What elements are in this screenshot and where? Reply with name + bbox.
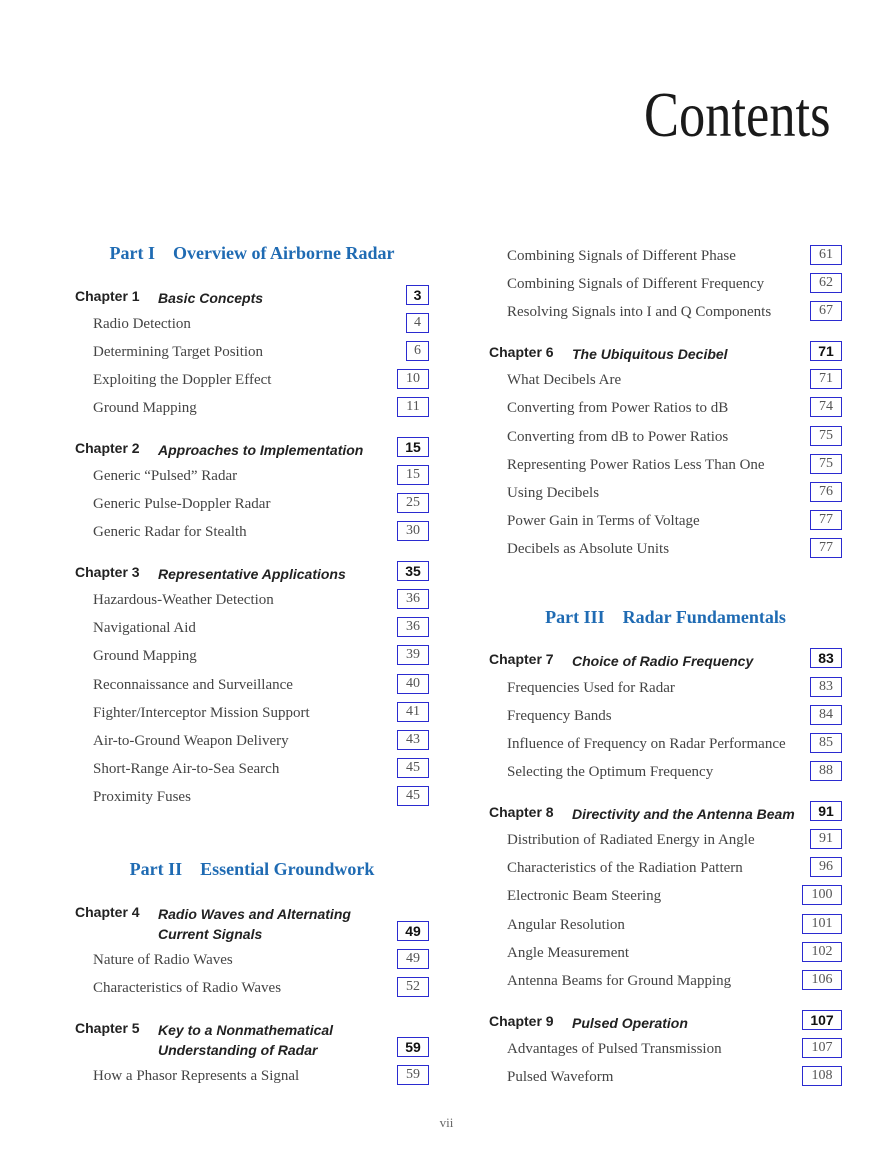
page-number-link[interactable]: 76	[810, 482, 842, 502]
chapter-title	[158, 1020, 388, 1060]
page-number-link[interactable]: 71	[810, 341, 842, 361]
section-title: Antenna Beams for Ground Mapping	[507, 973, 732, 989]
chapter-title: Directivity and the Antenna Beam	[572, 806, 795, 822]
chapter-title: The Ubiquitous Decibel	[572, 346, 728, 362]
page-number-link[interactable]: 15	[397, 465, 429, 485]
page-number-link[interactable]: 62	[810, 273, 842, 293]
section-entry[interactable]	[75, 397, 429, 421]
chapter-title-line: Understanding of Radar	[158, 1042, 318, 1058]
chapter-label: Chapter 1	[75, 288, 140, 304]
page-number-link[interactable]: 3	[406, 285, 429, 305]
section-entry[interactable]	[75, 949, 429, 973]
section-title: Advantages of Pulsed Transmission	[507, 1041, 722, 1057]
page-number-link[interactable]: 45	[397, 786, 429, 806]
section-entry[interactable]	[75, 758, 429, 782]
section-title: Frequencies Used for Radar	[507, 680, 675, 696]
section-title: Short-Range Air-to-Sea Search	[93, 761, 280, 777]
page-number-link[interactable]: 102	[802, 942, 842, 962]
chapter-label: Chapter 4	[75, 904, 140, 920]
page-number-link[interactable]: 40	[397, 674, 429, 694]
page-number-link[interactable]: 4	[406, 313, 429, 333]
page-number-link[interactable]: 36	[397, 589, 429, 609]
page-number-link[interactable]: 59	[397, 1065, 429, 1085]
section-entry[interactable]	[489, 510, 842, 534]
chapter-entry[interactable]	[489, 801, 842, 825]
part-heading	[489, 607, 842, 628]
chapter-entry[interactable]	[75, 285, 429, 309]
page-number-link[interactable]: 67	[810, 301, 842, 321]
chapter-entry[interactable]	[75, 901, 429, 945]
section-title: Generic Pulse-Doppler Radar	[93, 496, 271, 512]
section-entry[interactable]	[489, 885, 842, 909]
section-entry[interactable]	[75, 977, 429, 1001]
page-number-link[interactable]: 61	[810, 245, 842, 265]
section-entry[interactable]	[75, 786, 429, 810]
chapter-entry[interactable]	[489, 648, 842, 672]
section-title: Angular Resolution	[507, 917, 625, 933]
section-entry[interactable]	[75, 589, 429, 613]
page-number-link[interactable]: 88	[810, 761, 842, 781]
section-title: Nature of Radio Waves	[93, 952, 233, 968]
section-entry[interactable]	[489, 538, 842, 562]
section-entry[interactable]	[489, 829, 842, 853]
chapter-title	[158, 904, 388, 944]
section-entry[interactable]	[489, 733, 842, 757]
section-entry[interactable]	[489, 482, 842, 506]
page-number-link[interactable]: 107	[802, 1010, 842, 1030]
page-number-link[interactable]: 59	[397, 1037, 429, 1057]
section-entry[interactable]	[75, 674, 429, 698]
section-title: Exploiting the Doppler Effect	[93, 372, 272, 388]
page-number-link[interactable]: 77	[810, 538, 842, 558]
page-number-link[interactable]: 30	[397, 521, 429, 541]
section-title: Decibels as Absolute Units	[507, 541, 670, 557]
page-number-link[interactable]: 91	[810, 829, 842, 849]
page-number-link[interactable]: 85	[810, 733, 842, 753]
page-number-link[interactable]: 83	[810, 677, 842, 697]
chapter-entry[interactable]	[489, 341, 842, 365]
section-entry[interactable]	[489, 273, 842, 297]
section-title: Converting from dB to Power Ratios	[507, 429, 729, 445]
section-title: Generic “Pulsed” Radar	[93, 468, 238, 484]
part-heading	[75, 859, 429, 880]
page-number-link[interactable]: 96	[810, 857, 842, 877]
section-entry[interactable]	[75, 702, 429, 726]
chapter-label: Chapter 9	[489, 1013, 554, 1029]
part-title: Overview of Airborne Radar	[173, 243, 395, 263]
chapter-entry[interactable]	[489, 1010, 842, 1034]
chapter-title: Pulsed Operation	[572, 1015, 688, 1031]
part-title: Radar Fundamentals	[622, 607, 786, 627]
section-entry[interactable]	[489, 761, 842, 785]
chapter-entry[interactable]	[75, 437, 429, 461]
section-entry[interactable]	[75, 645, 429, 669]
section-entry[interactable]	[489, 369, 842, 393]
page-number-link[interactable]: 36	[397, 617, 429, 637]
chapter-title-line: Key to a Nonmathematical	[158, 1022, 334, 1038]
section-title: Representing Power Ratios Less Than One	[507, 457, 765, 473]
page-number-link[interactable]: 25	[397, 493, 429, 513]
chapter-entry[interactable]	[75, 561, 429, 585]
section-title: Pulsed Waveform	[507, 1069, 614, 1085]
page-number-link[interactable]: 101	[802, 914, 842, 934]
chapter-label: Chapter 7	[489, 651, 554, 667]
section-title: Influence of Frequency on Radar Performance	[507, 736, 786, 752]
section-entry[interactable]	[75, 521, 429, 545]
section-entry[interactable]	[489, 1066, 842, 1090]
page-number-link[interactable]: 10	[397, 369, 429, 389]
page-title: Contents	[644, 79, 831, 150]
section-entry[interactable]	[489, 942, 842, 966]
section-title: Power Gain in Terms of Voltage	[507, 513, 700, 529]
section-title: Ground Mapping	[93, 400, 197, 416]
section-title: Ground Mapping	[93, 648, 197, 664]
section-entry[interactable]	[489, 914, 842, 938]
page-number-link[interactable]: 45	[397, 758, 429, 778]
section-entry[interactable]	[75, 617, 429, 641]
page-number-link[interactable]: 75	[810, 426, 842, 446]
chapter-title: Choice of Radio Frequency	[572, 653, 754, 669]
page-number-link[interactable]: 39	[397, 645, 429, 665]
page-number-link[interactable]: 71	[810, 369, 842, 389]
chapter-title-line: Current Signals	[158, 926, 263, 942]
chapter-title: Representative Applications	[158, 566, 346, 582]
part-number: Part III	[545, 607, 605, 627]
section-title: Using Decibels	[507, 485, 600, 501]
part-title: Essential Groundwork	[200, 859, 375, 879]
section-title: Converting from Power Ratios to dB	[507, 400, 729, 416]
section-title: Radio Detection	[93, 316, 191, 332]
part-number: Part II	[129, 859, 183, 879]
chapter-entry[interactable]	[75, 1017, 429, 1061]
section-title: Selecting the Optimum Frequency	[507, 764, 714, 780]
section-entry[interactable]	[75, 465, 429, 489]
page-number-link[interactable]: 15	[397, 437, 429, 457]
chapter-label: Chapter 6	[489, 344, 554, 360]
page-number-link[interactable]: 108	[802, 1066, 842, 1086]
section-entry[interactable]	[489, 301, 842, 325]
part-number: Part I	[109, 243, 155, 263]
section-entry[interactable]	[489, 857, 842, 881]
section-title: How a Phasor Represents a Signal	[93, 1068, 300, 1084]
page-number-link[interactable]: 11	[397, 397, 429, 417]
section-title: Characteristics of Radio Waves	[93, 980, 282, 996]
section-entry[interactable]	[489, 705, 842, 729]
section-title: Reconnaissance and Surveillance	[93, 677, 293, 693]
page-number-link[interactable]: 107	[802, 1038, 842, 1058]
section-entry[interactable]	[489, 970, 842, 994]
section-entry[interactable]	[489, 426, 842, 450]
chapter-title: Basic Concepts	[158, 290, 264, 306]
section-entry[interactable]	[489, 677, 842, 701]
section-title: Characteristics of the Radiation Pattern	[507, 860, 743, 876]
section-entry[interactable]	[489, 245, 842, 269]
page-number-link[interactable]: 91	[810, 801, 842, 821]
section-entry[interactable]	[75, 730, 429, 754]
chapter-label: Chapter 5	[75, 1020, 140, 1036]
section-entry[interactable]	[75, 369, 429, 393]
section-title: Angle Measurement	[507, 945, 630, 961]
page-folio: vii	[439, 1115, 454, 1130]
page-number-link[interactable]: 6	[406, 341, 429, 361]
section-title: Air-to-Ground Weapon Delivery	[93, 733, 289, 749]
page-number-link[interactable]: 106	[802, 970, 842, 990]
page-number-link[interactable]: 49	[397, 921, 429, 941]
section-title: Electronic Beam Steering	[507, 888, 662, 904]
page-number-link[interactable]: 84	[810, 705, 842, 725]
section-title: Resolving Signals into I and Q Components	[507, 304, 772, 320]
section-title: Hazardous-Weather Detection	[93, 592, 274, 608]
section-title: Generic Radar for Stealth	[93, 524, 247, 540]
page-number-link[interactable]: 100	[802, 885, 842, 905]
section-title: Navigational Aid	[93, 620, 196, 636]
page-number-link[interactable]: 77	[810, 510, 842, 530]
page-number-link[interactable]: 35	[397, 561, 429, 581]
section-entry[interactable]	[489, 397, 842, 421]
section-title: Determining Target Position	[93, 344, 264, 360]
section-entry[interactable]	[489, 1038, 842, 1062]
section-title: Combining Signals of Different Phase	[507, 248, 736, 264]
page-number-link[interactable]: 43	[397, 730, 429, 750]
chapter-label: Chapter 2	[75, 440, 140, 456]
chapter-title: Approaches to Implementation	[158, 442, 364, 458]
section-title: Distribution of Radiated Energy in Angle	[507, 832, 755, 848]
section-entry[interactable]	[489, 454, 842, 478]
section-entry[interactable]	[75, 493, 429, 517]
chapter-title-line: Radio Waves and Alternating	[158, 906, 351, 922]
page-number-link[interactable]: 74	[810, 397, 842, 417]
page-number-link[interactable]: 52	[397, 977, 429, 997]
section-entry[interactable]	[75, 341, 429, 365]
page-number-link[interactable]: 75	[810, 454, 842, 474]
section-title: Frequency Bands	[507, 708, 612, 724]
section-entry[interactable]	[75, 313, 429, 337]
section-title: Proximity Fuses	[93, 789, 191, 805]
section-title: Fighter/Interceptor Mission Support	[93, 705, 310, 721]
chapter-label: Chapter 8	[489, 804, 554, 820]
page-number-link[interactable]: 41	[397, 702, 429, 722]
section-title: What Decibels Are	[507, 372, 622, 388]
chapter-label: Chapter 3	[75, 564, 140, 580]
section-title: Combining Signals of Different Frequency	[507, 276, 765, 292]
page-number-link[interactable]: 49	[397, 949, 429, 969]
page-number-link[interactable]: 83	[810, 648, 842, 668]
section-entry[interactable]	[75, 1065, 429, 1089]
part-heading	[75, 243, 429, 264]
